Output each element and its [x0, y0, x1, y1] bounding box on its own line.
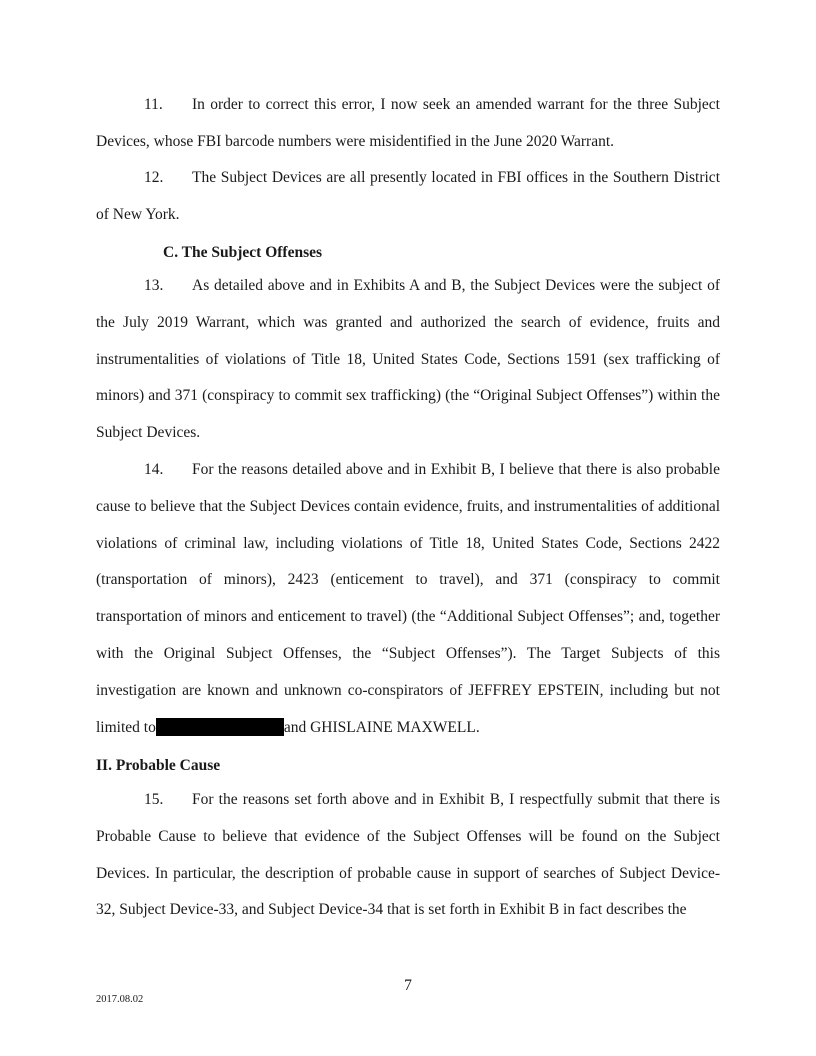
paragraph-number: 13.: [144, 277, 164, 294]
section-heading-ii: II. Probable Cause: [96, 757, 221, 774]
footer-code: 2017.08.02: [96, 994, 144, 1005]
paragraph-text: For the reasons detailed above and in Exhibit B, I believe that there is also probable cause to believe that the Subject Devices contain evidence, fruits, and instrumentalities of additional violations of criminal law, including violations of Title 18, United States Code, Sections 2422 (transportation of minors), 2423 (enticement to travel), and 371 (conspiracy to commit transportation of minors and enticement to travel) (the “Additional Subject Offenses”; and, together with the Original Subject Offenses, the “Subject Offenses”). The Target Subjects of this investigation are known and unknown co-conspirators of JEFFREY EPSTEIN, including but not limited to: [96, 461, 720, 736]
paragraph-number: 12.: [144, 169, 164, 186]
paragraph-12: [96, 160, 720, 234]
section-heading-c: C. The Subject Offenses: [163, 244, 323, 261]
redaction-block: [156, 718, 284, 736]
paragraph-number: 15.: [144, 791, 164, 808]
paragraph-text: For the reasons set forth above and in Exhibit B, I respectfully submit that there is Probable Cause to believe that evidence of the Subject Offenses will be found on the Subject Devices. In particular, the description of probable cause in support of searches of Subject Device-32, Subject Device-33, and Subject Device-34 that is set forth in Exhibit B in fact describes the: [96, 791, 720, 919]
paragraph-text: The Subject Devices are all presently located in FBI offices in the Southern District of New York.: [96, 169, 720, 223]
paragraph-text-after-redaction: and GHISLAINE MAXWELL.: [283, 718, 480, 736]
paragraph-number: 11.: [144, 96, 163, 113]
paragraph-14: [96, 452, 720, 746]
paragraph-number: 14.: [144, 461, 164, 478]
paragraph-13: [96, 268, 720, 452]
paragraph-15: [96, 782, 720, 929]
paragraph-11: [96, 87, 720, 161]
paragraph-text: As detailed above and in Exhibits A and B, the Subject Devices were the subject of the July 2019 Warrant, which was granted and authorized the search of evidence, fruits and instrumentalities of violations of Title 18, United States Code, Sections 1591 (sex trafficking of minors) and 371 (conspiracy to commit sex trafficking) (the “Original Subject Offenses”) within the Subject Devices.: [96, 277, 720, 442]
page-number: 7: [404, 977, 412, 994]
paragraph-text: In order to correct this error, I now seek an amended warrant for the three Subject Devices, whose FBI barcode numbers were misidentified in the June 2020 Warrant.: [96, 96, 720, 150]
